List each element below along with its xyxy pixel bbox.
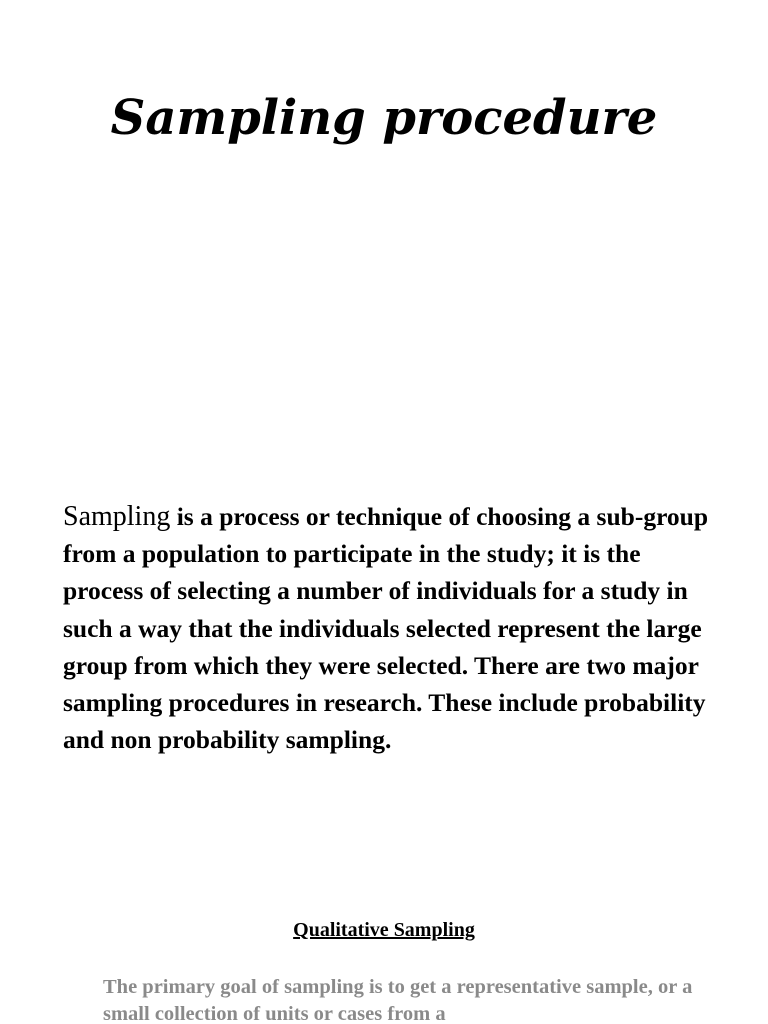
intro-text: is a process or technique of choosing a sub-group from a population to participate in the study; it is the process of selecting a number of individuals for a study in such a way that the individuals selected represent the large group from which they were selected. There are two major sampling procedures in research. These include probability and non probability sampling. — [63, 502, 709, 755]
intro-paragraph — [63, 498, 713, 758]
page-title: Sampling procedure — [110, 90, 658, 146]
intro-lead-word: Sampling — [63, 501, 171, 532]
section-heading: Qualitative Sampling — [293, 919, 475, 941]
section-paragraph: The primary goal of sampling is to get a representative sample, or a small collection of units or cases from a — [103, 976, 693, 1024]
